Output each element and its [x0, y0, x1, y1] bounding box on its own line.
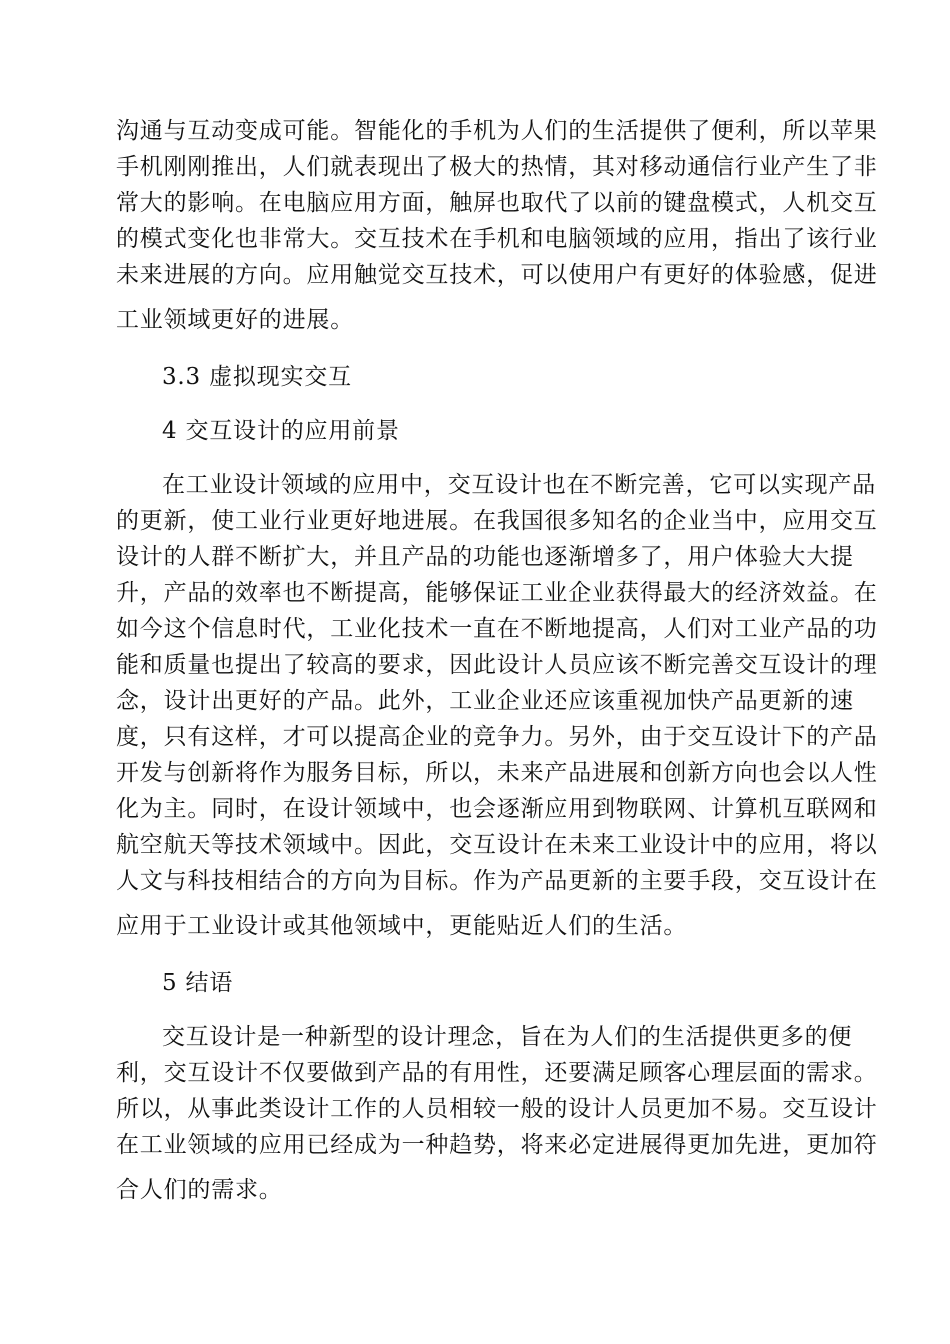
- paragraph-1-line: 手机刚刚推出，人们就表现出了极大的热情，其对移动通信行业产生了非: [116, 154, 878, 180]
- section-heading-5: 5 结语: [162, 970, 234, 996]
- paragraph-2-line: 如今这个信息时代，工业化技术一直在不断地提高，人们对工业产品的功: [116, 616, 878, 642]
- paragraph-3-line: 在工业领域的应用已经成为一种趋势，将来必定进展得更加先进，更加符: [116, 1132, 878, 1158]
- paragraph-3-line: 所以，从事此类设计工作的人员相较一般的设计人员更加不易。交互设计: [116, 1096, 878, 1122]
- section-heading-3-3: 3.3 虚拟现实交互: [162, 364, 352, 390]
- paragraph-2-line: 升，产品的效率也不断提高，能够保证工业企业获得最大的经济效益。在: [116, 580, 878, 606]
- paragraph-2-line: 在工业设计领域的应用中，交互设计也在不断完善，它可以实现产品: [162, 472, 876, 498]
- paragraph-2-line: 航空航天等技术领域中。因此，交互设计在未来工业设计中的应用，将以: [116, 832, 878, 858]
- paragraph-2-line: 应用于工业设计或其他领域中，更能贴近人们的生活。: [116, 913, 688, 939]
- paragraph-2-line: 度，只有这样，才可以提高企业的竞争力。另外，由于交互设计下的产品: [116, 724, 878, 750]
- paragraph-2-line: 人文与科技相结合的方向为目标。作为产品更新的主要手段，交互设计在: [116, 868, 878, 894]
- paragraph-3-line: 利，交互设计不仅要做到产品的有用性，还要满足顾客心理层面的需求。: [116, 1060, 878, 1086]
- paragraph-2-line: 化为主。同时，在设计领域中，也会逐渐应用到物联网、计算机互联网和: [116, 796, 878, 822]
- paragraph-1-line: 的模式变化也非常大。交互技术在手机和电脑领域的应用，指出了该行业: [116, 226, 878, 252]
- paragraph-1-line: 常大的影响。在电脑应用方面，触屏也取代了以前的键盘模式，人机交互: [116, 190, 878, 216]
- paragraph-1-line: 工业领域更好的进展。: [116, 307, 354, 333]
- paragraph-1-line: 沟通与互动变成可能。智能化的手机为人们的生活提供了便利，所以苹果: [116, 118, 878, 144]
- section-heading-4: 4 交互设计的应用前景: [162, 418, 400, 444]
- paragraph-2-line: 设计的人群不断扩大，并且产品的功能也逐渐增多了，用户体验大大提: [116, 544, 854, 570]
- paragraph-1-line: 未来进展的方向。应用触觉交互技术，可以使用户有更好的体验感，促进: [116, 262, 878, 288]
- paragraph-2-line: 念，设计出更好的产品。此外，工业企业还应该重视加快产品更新的速: [116, 688, 854, 714]
- paragraph-3-line: 交互设计是一种新型的设计理念，旨在为人们的生活提供更多的便: [162, 1024, 853, 1050]
- paragraph-2-line: 开发与创新将作为服务目标，所以，未来产品进展和创新方向也会以人性: [116, 760, 878, 786]
- paragraph-2-line: 能和质量也提出了较高的要求，因此设计人员应该不断完善交互设计的理: [116, 652, 878, 678]
- paragraph-3-line: 合人们的需求。: [116, 1177, 283, 1203]
- paragraph-2-line: 的更新，使工业行业更好地进展。在我国很多知名的企业当中，应用交互: [116, 508, 878, 534]
